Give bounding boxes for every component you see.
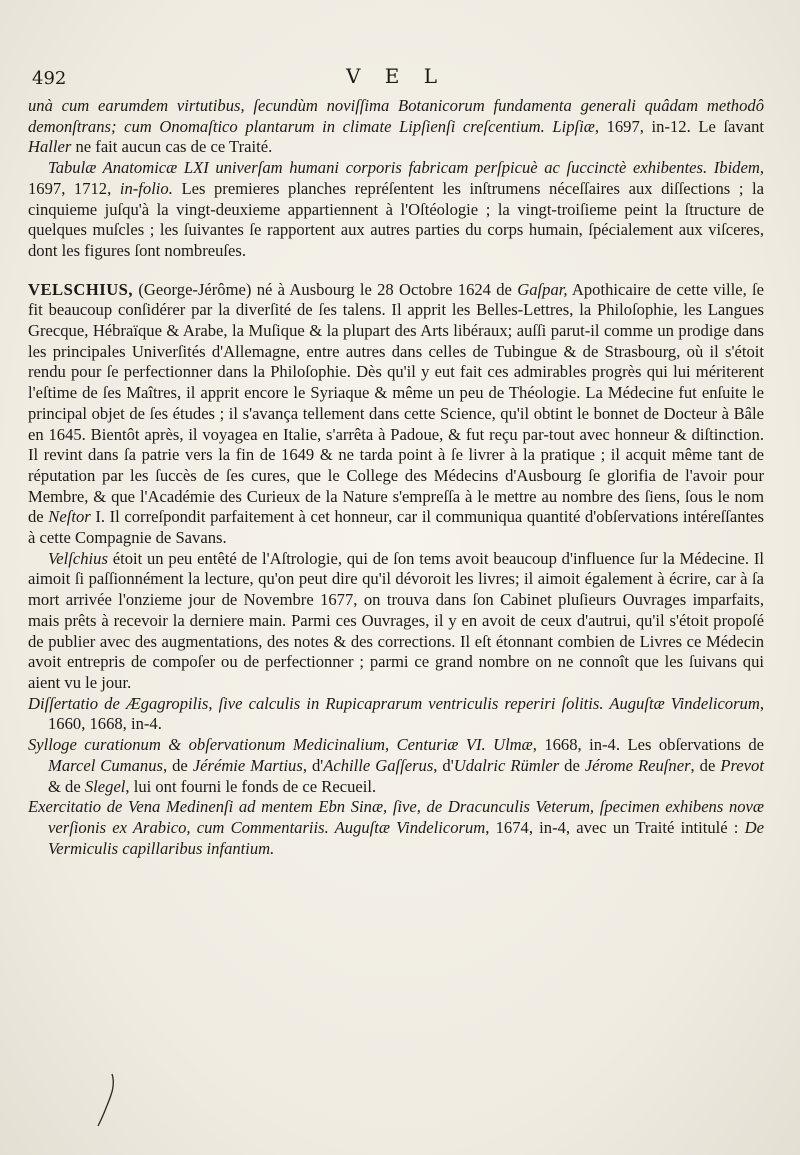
work-dissertatio <box>28 694 764 735</box>
pen-stroke-mark <box>96 1072 118 1128</box>
person-name: Prevot <box>720 755 764 775</box>
paragraph-astrologie <box>28 549 764 694</box>
person-name: Jérome Reuſner <box>584 755 691 775</box>
text-run: , 1697, 1712, <box>28 158 764 198</box>
text-run: , d' <box>302 755 324 775</box>
running-title: V E L <box>345 64 447 88</box>
text-run: , 1668, in-4. Les obſervations de <box>532 735 764 755</box>
person-name: Slegel <box>84 776 126 796</box>
paragraph-tabulae <box>28 158 764 262</box>
page-header <box>28 62 764 96</box>
text-run: I. Il correſpondit parfaitement à cet honneur, car il communiqua quantité d'obſervations intéreſſantes à cette Compagnie de Savans. <box>28 507 764 548</box>
page-body <box>28 96 764 859</box>
text-run: , d' <box>433 755 454 775</box>
latin-title: Exercitatio de Vena Medinenſi ad mentem Ebn Sinæ, ſive, de Dracunculis Veterum, ſpecimen exhibens novæ verſionis ex Arabico, cum Commentariis. Auguſtæ Vindelicorum <box>28 797 764 837</box>
latin-title: Tabulæ Anatomicæ LXI univerſam humani corporis fabricam perſpicuè ac ſuccinctè exhibentes. Ibidem <box>48 158 760 178</box>
person-name: Gaſpar, <box>517 279 568 299</box>
text-run: & de <box>48 776 81 796</box>
person-name: Haller <box>28 137 72 157</box>
latin-title: unà cum earumdem virtutibus, ſecundùm noviſſima Botanicorum fundamenta generali quâdam methodô demonſtrans; cum Onomaſtico plantarum in climate Lipſienſi creſcentium. Lipſiæ <box>28 96 764 136</box>
person-name: Velſchius <box>48 548 108 568</box>
work-sylloge <box>28 735 764 797</box>
text-run: ne fait aucun cas de ce Traité. <box>75 137 273 157</box>
text-run: , de <box>690 755 716 775</box>
text-run: , lui ont fourni le fonds de ce Recueil. <box>125 776 377 796</box>
person-name: Marcel Cumanus <box>48 755 163 775</box>
format-label: in-folio. <box>119 178 173 198</box>
text-run: , 1697, in-12. Le ſavant <box>594 116 764 136</box>
latin-title: Sylloge curationum & obſervationum Medicinalium, Centuriæ VI. Ulmæ <box>28 735 533 755</box>
person-name: Udalric Rümler <box>453 755 560 775</box>
latin-title: De Vermiculis capillaribus infantium. <box>48 817 764 858</box>
latin-title: Diſſertatio de Ægagropilis, ſive calculis in Rupicaprarum ventriculis reperiri ſolitis. Auguſtæ Vindelicorum <box>28 693 760 713</box>
entry-velschius <box>28 280 764 549</box>
paragraph-continuation <box>28 96 764 158</box>
text-run: étoit un peu entêté de l'Aſtrologie, qui de ſon tems avoit beaucoup d'influence ſur la Médecine. Il aimoit ſi paſſionnément la lecture, qu'on peut dire qu'il dévoroit les livres; il aimoit également à écrire, car à ſa mort arrivée l'onzieme jour de Novembre 1677, on trouva dans ſon Cabinet pluſieurs Ouvrages imparfaits, mais prêts à recevoir la derniere main. Parmi ces Ouvrages, il y en avoit de ceux d'autrui, qu'il s'étoit propoſé de publier avec des augmentations, des notes & des corrections. Il eſt étonnant combien de Livres ce Médecin avoit entrepris de compoſer ou de perfectionner ; parmi ce grand nombre on ne connoît que les ſuivans qui aient vu le jour. <box>28 548 764 692</box>
page-number: 492 <box>32 68 67 89</box>
person-name: Achille Gaſſerus <box>323 755 434 775</box>
text-run: de <box>564 755 580 775</box>
person-name: Neſtor <box>48 507 91 527</box>
text-run: Les premieres planches repréſentent les inſtrumens néceſſaires aux diſſections ; la cinquieme juſqu'à la vingt-deuxieme appartiennent à l'Oſtéologie ; la vingt-troiſieme peint la ſtructure de quelques muſcles ; les ſuivantes ſe rapportent aux autres parties du corps humain, ſpécialement aux viſceres, dont les figures ſont nombreuſes. <box>28 178 765 260</box>
text-run: , de <box>162 755 188 775</box>
text-run: Apothicaire de cette ville, ſe fit beaucoup conſidérer par la diverſité de ſes talens. Il apprit les Belles-Lettres, la Philoſophie, les Langues Grecque, Hébraïque & Arabe, la Muſique & la plupart des Arts libéraux; auſſi parut-il comme un prodige dans les principales Univerſités d'Allemagne, entre autres dans celles de Tubingue & de Strasbourg, où il s'étoit rendu pour ſe perfectionner dans la Philoſophie. Dès qu'il y eut fait ces admirables progrès qui lui mériterent l'eſtime de ſes Maîtres, il apprit encore le Syriaque & même un peu de Théologie. La Médecine fut enſuite le principal objet de ſes études ; il s'avança tellement dans cette Science, qu'il obtint le bonnet de Docteur à Bâle en 1645. Bientôt après, il voyagea en Italie, s'arrêta à Padoue, & fut reçu par-tout avec honneur & diſtinction. Il revint dans ſa patrie vers la fin de 1649 & ne tarda point à ſe livrer à la pratique ; il acquit même tant de réputation par les ſuccès de ſes cures, que le College des Médecins d'Ausbourg ſe glorifia de l'avoir pour Membre, & que l'Académie des Curieux de la Nature s'empreſſa à le mettre au nombre des ſiens, ſous le nom de <box>28 279 765 527</box>
text-run: , 1674, in-4, avec un Traité intitulé : <box>485 817 739 837</box>
text-run: , 1660, 1668, in-4. <box>48 693 764 734</box>
person-name: Jérémie Martius <box>192 755 303 775</box>
work-exercitatio <box>28 797 764 859</box>
entry-headword: VELSCHIUS, <box>28 279 134 299</box>
text-run: (George-Jérôme) né à Ausbourg le 28 Octobre 1624 de <box>138 279 512 299</box>
